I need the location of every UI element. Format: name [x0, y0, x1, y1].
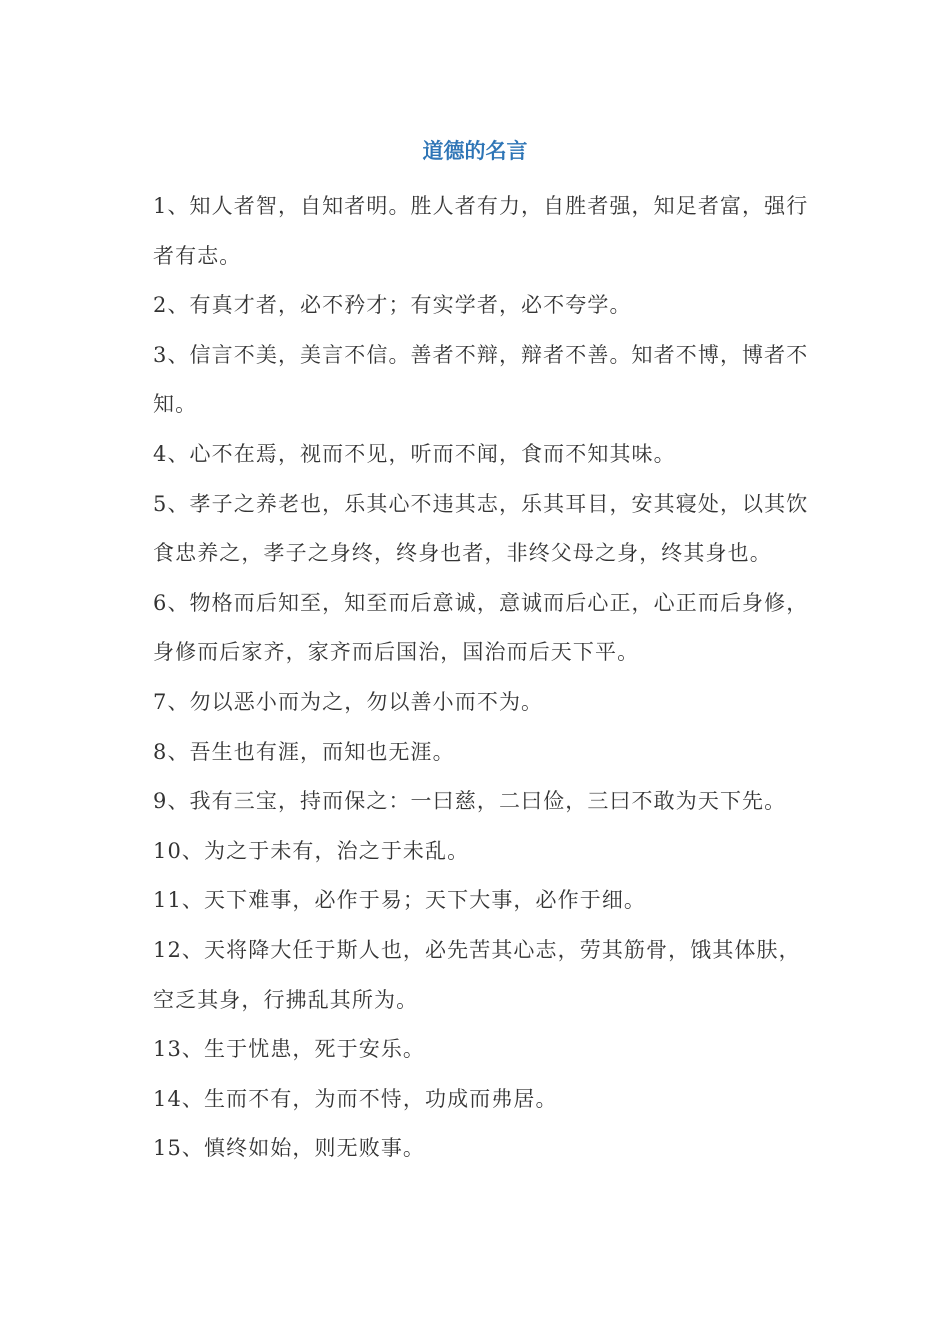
quote-item-2: 2、有真才者，必不矜才；有实学者，必不夸学。 — [153, 293, 632, 318]
quote-item-15: 15、慎终如始，则无败事。 — [153, 1136, 426, 1161]
quote-item-10: 10、为之于未有，治之于未乱。 — [153, 838, 470, 863]
quote-item-7: 7、勿以恶小而为之，勿以善小而不为。 — [153, 689, 544, 714]
quote-list — [153, 182, 813, 1174]
quote-item-5: 5、孝子之养老也，乐其心不违其志，乐其耳目，安其寝处，以其饮食忠养之，孝子之身终，终身也者，非终父母之身，终其身也。 — [153, 491, 809, 566]
document-title: 道德的名言 — [422, 139, 528, 163]
quote-item-12: 12、天将降大任于斯人也，必先苦其心志，劳其筋骨，饿其体肤，空乏其身，行拂乱其所为。 — [153, 937, 801, 1012]
quote-item-1: 1、知人者智，自知者明。胜人者有力，自胜者强，知足者富，强行者有志。 — [153, 194, 809, 268]
quote-item-3: 3、信言不美，美言不信。善者不辩，辩者不善。知者不博，博者不知。 — [153, 342, 809, 417]
quote-item-13: 13、生于忧患，死于安乐。 — [153, 1037, 426, 1062]
quote-item-6: 6、物格而后知至，知至而后意诚，意诚而后心正，心正而后身修，身修而后家齐，家齐而后国治，国治而后天下平。 — [153, 590, 809, 665]
quote-item-8: 8、吾生也有涯，而知也无涯。 — [153, 739, 455, 764]
quote-item-9: 9、我有三宝，持而保之：一曰慈，二曰俭，三曰不敢为天下先。 — [153, 789, 787, 814]
quote-item-11: 11、天下难事，必作于易；天下大事，必作于细。 — [153, 888, 647, 913]
quote-item-14: 14、生而不有，为而不恃，功成而弗居。 — [153, 1086, 558, 1111]
quote-item-4: 4、心不在焉，视而不见，听而不闻，食而不知其味。 — [153, 441, 676, 466]
